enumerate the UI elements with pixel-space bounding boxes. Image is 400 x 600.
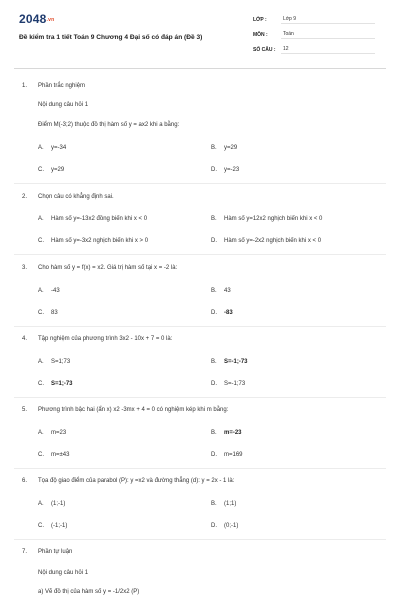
option-d[interactable]: D. S=-1;73 <box>211 381 246 387</box>
option-c[interactable]: C. 83 <box>38 310 58 316</box>
meta-value: Lớp 9 <box>281 15 375 24</box>
question-separator <box>14 539 386 540</box>
question-number: 2. <box>22 194 28 200</box>
meta-label: LỚP : <box>253 16 267 23</box>
question-separator <box>14 254 386 255</box>
option-a[interactable]: A. y=-34 <box>38 145 67 151</box>
question-text: Tọa độ giao điểm của parabol (P): y =x2 và đường thẳng (d): y = 2x - 1 là: <box>38 478 235 484</box>
option-b[interactable]: B. 43 <box>211 288 231 294</box>
question-separator <box>14 397 386 398</box>
logo-text: 2048 <box>19 12 47 26</box>
option-b[interactable]: B. Hàm số y=12x2 nghịch biến khi x < 0 <box>211 216 323 222</box>
question-separator <box>14 183 386 184</box>
option-b[interactable]: B. (1;1) <box>211 501 237 507</box>
question-number: 6. <box>22 478 28 484</box>
question-separator <box>14 326 386 327</box>
meta-value: Toán <box>281 30 375 39</box>
option-a[interactable]: A. Hàm số y=-13x2 đồng biến khi x < 0 <box>38 216 148 222</box>
option-c[interactable]: C. S=1;-73 <box>38 381 73 387</box>
question-text: Phần trắc nghiệm <box>38 83 86 89</box>
option-d[interactable]: D. m=169 <box>211 452 243 458</box>
option-d[interactable]: D. (0;-1) <box>211 523 239 529</box>
site-logo[interactable] <box>19 12 54 26</box>
meta-class <box>253 15 375 24</box>
option-d[interactable]: D. y=-23 <box>211 167 240 173</box>
question-number: 7. <box>22 549 28 555</box>
option-a[interactable]: A. S=1;73 <box>38 359 71 365</box>
question-number: 3. <box>22 265 28 271</box>
meta-count <box>253 45 375 54</box>
header <box>0 0 400 62</box>
section-subtitle: Nội dung câu hỏi 1 <box>38 102 89 108</box>
logo-suffix: .vn <box>46 17 55 23</box>
option-b[interactable]: B. y=29 <box>211 145 238 151</box>
question-3 <box>22 264 177 272</box>
option-a[interactable]: A. -43 <box>38 288 60 294</box>
section-subtitle: Nội dung câu hỏi 1 <box>38 570 89 576</box>
question-6 <box>22 477 234 485</box>
question-7 <box>22 548 72 556</box>
question-5 <box>22 406 228 414</box>
question-text: Cho hàm số y = f(x) = x2. Giá trị hàm số tại x = -2 là: <box>38 265 178 271</box>
option-c[interactable]: C. (-1;-1) <box>38 523 68 529</box>
option-d[interactable]: D. Hàm số y=-2x2 nghịch biến khi x < 0 <box>211 238 322 244</box>
option-c[interactable]: C. Hàm số y=-3x2 nghịch biến khi x > 0 <box>38 238 149 244</box>
option-a[interactable]: A. (1;-1) <box>38 501 66 507</box>
question-text: Chọn câu có khẳng định sai. <box>38 194 114 200</box>
question-number: 5. <box>22 407 28 413</box>
question-prompt: Điểm M(-3;2) thuộc đồ thị hàm số y = ax2 khi a bằng: <box>38 122 180 128</box>
option-c[interactable]: C. y=29 <box>38 167 65 173</box>
question-number: 4. <box>22 336 28 342</box>
question-text: Tập nghiệm của phương trình 3x2 - 10x + 7 = 0 là: <box>38 336 173 342</box>
meta-label: SỐ CÂU : <box>253 46 276 53</box>
option-b[interactable]: B. m=-23 <box>211 430 242 436</box>
page-title: Đề kiểm tra 1 tiết Toán 9 Chương 4 Đại số có đáp án (Đề 3) <box>19 34 203 41</box>
question-number: 1. <box>22 83 28 89</box>
option-b[interactable]: B. S=-1;-73 <box>211 359 248 365</box>
header-divider <box>14 68 386 69</box>
option-c[interactable]: C. m=±43 <box>38 452 70 458</box>
meta-label: MÔN : <box>253 31 268 38</box>
question-text: Phần tự luận <box>38 549 73 555</box>
option-a[interactable]: A. m=23 <box>38 430 67 436</box>
meta-subject <box>253 30 375 39</box>
question-1 <box>22 82 85 90</box>
meta-value: 12 <box>281 45 375 54</box>
question-4 <box>22 335 172 343</box>
question-separator <box>14 468 386 469</box>
question-text: Phương trình bậc hai (ẩn x) x2 -3mx + 4 = 0 có nghiệm kép khi m bằng: <box>38 407 229 413</box>
question-2 <box>22 193 114 201</box>
question-prompt: a) Vẽ đồ thị của hàm số y = -1/2x2 (P) <box>38 589 140 595</box>
option-d[interactable]: D. -83 <box>211 310 233 316</box>
